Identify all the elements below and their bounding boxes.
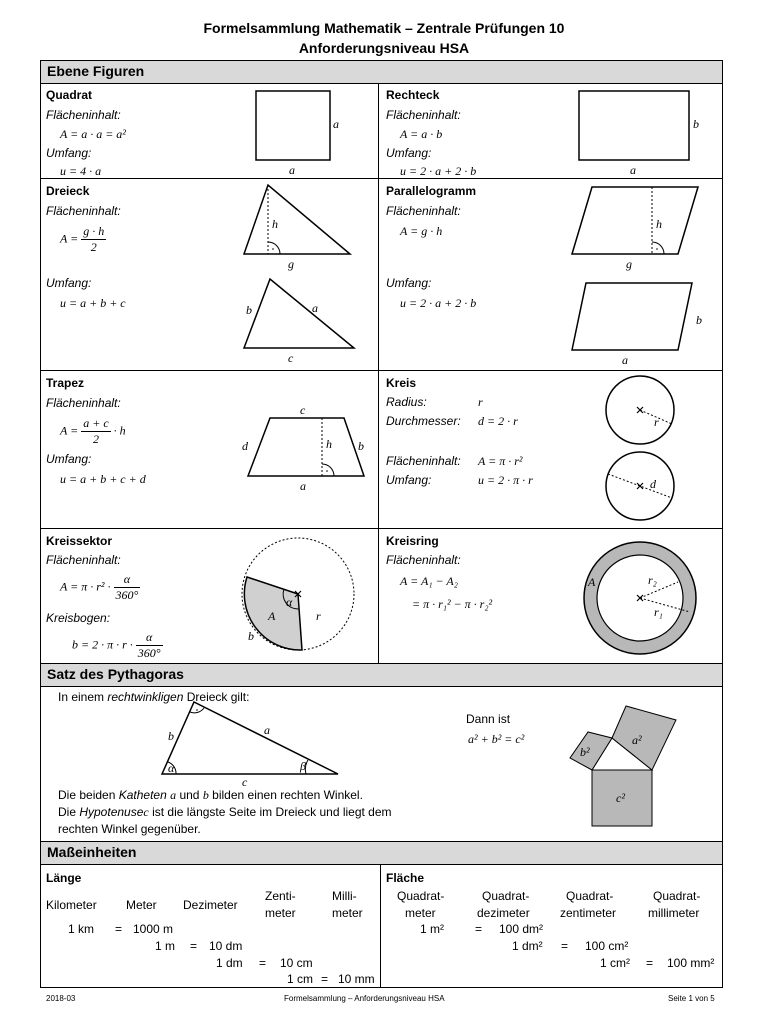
ring-area-line1: A = A₁ − A₂ [400,574,458,588]
section-masseinheiten: Maßeinheiten [40,841,723,865]
kreis-title: Kreis [386,376,417,390]
dreieck-area-label: Flächeninhalt: [46,204,121,218]
flaeche-h2a: Quadrat- [482,889,530,903]
ring-area-line2: = π · r₁² − π · r₂² [412,597,493,611]
rechteck-perim-formula: u = 2 · a + 2 · b [400,164,477,178]
trapez-d-label: d [242,439,248,453]
kreis-r-label: r [654,415,659,429]
trapez-area-label: Flächeninhalt: [46,396,121,410]
parallelogramm-perim-formula: u = 2 · a + 2 · b [400,296,477,310]
ring-area-label: Flächeninhalt: [386,553,461,567]
dreieck-a-label: a [312,301,318,315]
ring-figure [582,540,702,660]
sektor-A-label: A [268,609,276,623]
pythagoras-a-label: a [264,723,270,737]
flaeche-r2b: = [561,939,569,953]
quadrat-area-label: Flächeninhalt: [46,108,121,122]
rechteck-perim-label: Umfang: [386,146,432,160]
flaeche-h4a: Quadrat- [653,889,701,903]
section-ebene-figuren: Ebene Figuren [40,60,723,84]
kreis-perim-formula: u = 2 · π · r [478,473,533,487]
trapez-area-formula: A = $\frac{a + c}{2}$ · h [60,416,126,446]
flaeche-title: Fläche [386,871,425,885]
column-divider [378,84,379,663]
laenge-r1c: 1000 m [133,922,174,936]
sektor-r-label: r [316,609,321,623]
kreis-area-formula: A = π · r² [478,454,523,468]
rechteck-b-label: b [693,117,699,131]
laenge-r2a: 1 m [155,939,176,953]
sektor-arc-formula: b = 2 · π · r · $\frac{\alpha}{360^\circ}$ [72,630,161,660]
quadrat-side-label: a [333,117,339,131]
parallelogramm-area-label: Flächeninhalt: [386,204,461,218]
pythagoras-c-label: c [242,775,248,789]
flaeche-r1a: 1 m² [420,922,444,936]
parallelogramm-title: Parallelogramm [386,184,477,198]
rechteck-a-label: a [630,163,636,177]
pythagoras-then: Dann ist [466,712,511,726]
laenge-h4a: Zenti- [265,889,296,903]
kreis-area-label: Flächeninhalt: [386,454,461,468]
quadrat-bottom-label: a [289,163,295,177]
laenge-h3: Dezimeter [183,898,238,912]
flaeche-h4b: millimeter [648,906,700,920]
flaeche-r3c: 100 mm² [667,956,715,970]
row-divider [40,370,723,371]
pythagoras-intro: In einem rechtwinkligen Dreieck gilt: [58,690,250,704]
parallelogramm-figure-sides [570,282,710,367]
ring-r2-label: r₂ [648,573,657,587]
flaeche-h1b: meter [405,906,436,920]
ring-title: Kreisring [386,534,439,548]
pythagoras-beta-label: β [300,759,306,773]
rechteck-figure [578,90,699,177]
sektor-area-label: Flächeninhalt: [46,553,121,567]
sektor-b-label: b [248,629,254,643]
pythagoras-line3: rechten Winkel gegenüber. [58,822,201,836]
pythagoras-alpha-label: α [168,761,175,775]
kreis-diam-label: Durchmesser: [386,414,461,428]
flaeche-r2a: 1 dm² [512,939,543,953]
pythagoras-squares [566,702,686,832]
flaeche-r3a: 1 cm² [600,956,630,970]
pythagoras-line2: Die Hypotenusec ist die längste Seite im Dreieck und liegt dem [58,805,392,819]
kreis-diameter-figure [602,452,682,532]
ring-r1-label: r₁ [654,605,663,619]
pythagoras-formula: a² + b² = c² [468,732,525,746]
flaeche-r3b: = [646,956,654,970]
laenge-r1b: = [115,922,123,936]
trapez-a-label: a [300,479,306,493]
flaeche-h3b: zentimeter [560,906,617,920]
flaeche-r1c: 100 dm² [499,922,544,936]
row-divider [40,178,723,179]
kreis-perim-label: Umfang: [386,473,432,487]
trapez-perim-label: Umfang: [46,452,92,466]
trapez-b-label: b [358,439,364,453]
laenge-r1a: 1 km [68,922,95,936]
laenge-r3b: = [259,956,267,970]
kreis-radius-value: r [478,395,483,409]
trapez-c-label: c [300,403,306,417]
dreieck-c-label: c [288,351,294,365]
parallelogramm-area-formula: A = g · h [400,224,443,238]
footer-date: 2018-03 [46,994,76,1003]
quadrat-area-formula: A = a · a = a² [60,127,126,141]
laenge-r2c: 10 dm [209,939,243,953]
quadrat-figure [255,90,339,177]
laenge-title: Länge [46,871,82,885]
quadrat-perim-formula: u = 4 · a [60,164,102,178]
footer-page: Seite 1 von 5 [668,994,715,1003]
sektor-figure [244,540,364,660]
parallelogramm-figure-height [570,186,710,271]
laenge-r3a: 1 dm [216,956,243,970]
dreieck-figure-sides [240,278,360,365]
kreis-radius-label: Radius: [386,395,427,409]
trapez-figure [238,403,378,493]
pythagoras-sq-c-label: c² [616,791,625,805]
flaeche-h2b: dezimeter [477,906,530,920]
laenge-h1: Kilometer [46,898,97,912]
sektor-title: Kreissektor [46,534,113,548]
laenge-h2: Meter [126,898,157,912]
flaeche-h1a: Quadrat- [397,889,445,903]
pythagoras-line1: Die beiden Katheten a und b bilden einen rechten Winkel. [58,788,363,802]
laenge-r4b: = [321,972,329,986]
kreis-diam-formula: d = 2 · r [478,414,518,428]
pythagoras-b-label: b [168,729,174,743]
laenge-r2b: = [190,939,198,953]
trapez-perim-formula: u = a + b + c + d [60,472,146,486]
pythagoras-sq-b-label: b² [580,745,590,759]
rechteck-title: Rechteck [386,88,440,102]
dreieck-h-label: h [272,217,278,231]
section-pythagoras: Satz des Pythagoras [40,663,723,687]
parallelogramm-b-label: b [696,313,702,327]
dreieck-perim-formula: u = a + b + c [60,296,126,310]
trapez-title: Trapez [46,376,85,390]
pythagoras-sq-a-label: a² [632,733,642,747]
laenge-h5a: Milli- [332,889,357,903]
flaeche-r2c: 100 cm² [585,939,629,953]
sektor-alpha-label: α [286,595,293,609]
quadrat-perim-label: Umfang: [46,146,92,160]
parallelogramm-perim-label: Umfang: [386,276,432,290]
sektor-arc-label: Kreisbogen: [46,611,111,625]
laenge-h5b: meter [332,906,363,920]
dreieck-area-formula: A = $\frac{g \cdot h}{2}$ [60,224,105,254]
dreieck-figure-height [240,184,360,271]
page-subtitle: Anforderungsniveau HSA [298,40,470,56]
sektor-area-formula: A = π · r² · $\frac{\alpha}{360^\circ}$ [60,572,139,602]
dreieck-title: Dreieck [46,184,90,198]
kreis-d-label: d [650,477,656,491]
flaeche-r1b: = [475,922,483,936]
units-divider [380,865,381,988]
parallelogramm-h-label: h [656,217,662,231]
dreieck-g-label: g [288,257,294,271]
quadrat-title: Quadrat [46,88,93,102]
laenge-r4c: 10 mm [338,972,375,986]
laenge-r3c: 10 cm [280,956,313,970]
footer-title: Formelsammlung – Anforderungsniveau HSA [284,994,445,1003]
page-title: Formelsammlung Mathematik – Zentrale Prüfungen 10 [203,20,565,36]
trapez-h-label: h [326,437,332,451]
dreieck-perim-label: Umfang: [46,276,92,290]
kreis-radius-figure [602,374,682,454]
pythagoras-triangle [160,700,360,790]
laenge-r4a: 1 cm [287,972,314,986]
parallelogramm-a-label: a [622,353,628,367]
flaeche-h3a: Quadrat- [566,889,614,903]
dreieck-b-label: b [246,303,252,317]
parallelogramm-g-label: g [626,257,632,271]
ring-A-label: A [588,575,596,589]
rechteck-area-formula: A = a · b [400,127,443,141]
laenge-h4b: meter [265,906,296,920]
rechteck-area-label: Flächeninhalt: [386,108,461,122]
